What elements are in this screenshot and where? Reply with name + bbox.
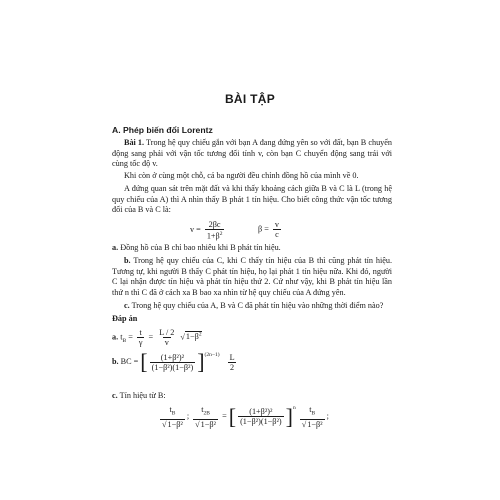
answer-a-frac1-num: t <box>139 328 142 337</box>
part-c-text: Trong hệ quy chiếu của A, B và C đã phát tín hiệu vào những thời điểm nào? <box>131 301 384 310</box>
part-b-text: Trong hệ quy chiếu của C, khi C thấy tín hiệu của B thì cũng phát tín hiệu. Tương tự, khi người B thấy C phát tín hiệu, họ lại phát 1 tín hiệu nữa. Khi đó, người C lại nhận được tín hiệu và phát tín hiệu thứ 2. Cứ như vậy, khi B phát tín hiệu lần thứ n thì C đã ở cách xa B bao xa nhìn từ hệ quy chiếu của A đứng yên. <box>112 256 393 297</box>
answer-c-f2-num-sub: 2B <box>203 410 210 417</box>
part-b-label: b. <box>124 256 131 265</box>
formula-beta-lhs: β = <box>258 224 269 234</box>
part-c <box>112 301 392 312</box>
answer-c-f3-den-text: 1−β² <box>307 419 323 429</box>
answer-b-frac <box>150 353 196 372</box>
answer-c-f2-den: √1−β² <box>195 419 217 429</box>
answer-c-f1-num <box>167 405 177 419</box>
problem-label: Bài 1. <box>124 138 145 147</box>
problem-intro <box>112 138 392 170</box>
answer-c-br-frac <box>238 407 284 426</box>
answer-c-f3 <box>300 405 325 429</box>
formula-v <box>190 220 226 241</box>
part-a <box>112 243 392 254</box>
section-title: A. Phép biến đổi Lorentz <box>112 125 213 135</box>
answer-b-label: b. <box>112 356 119 366</box>
answer-c-label: c. <box>112 391 118 400</box>
answer-c-close-bracket: ] <box>285 403 293 429</box>
answer-b-frac2 <box>228 353 237 372</box>
answer-b-frac2-num: L <box>229 352 235 362</box>
problem-observe: A đứng quan sát trên mặt đất và khi thấy khoảng cách giữa B và C là L (trong hệ quy chiếu của A) thì A nhìn thấy B phát 1 tín hiệu. Cho biết công thức vận tốc tương đối của B và C là: <box>112 184 392 215</box>
answer-c-br-den: (1−β²)(1−β²) <box>240 417 282 427</box>
answer-b-exponent: (2n−1) <box>204 352 220 358</box>
answer-c-br-num: (1+β²)² <box>249 407 273 417</box>
answer-a-sqrt: $√1-\beta^2$ <box>180 331 202 342</box>
answer-c-f2-num-text: t <box>201 405 204 414</box>
formula-v-fraction <box>205 220 225 241</box>
answer-c-f3-num-text: t <box>309 405 312 414</box>
answer-c-f1-den-text: 1−β² <box>167 419 183 429</box>
answer-c-text: Tín hiệu từ B: <box>119 391 166 400</box>
formula-v-den-text: 1+β <box>206 231 220 241</box>
answer-b-close-bracket: ] <box>197 349 205 374</box>
answer-c-exponent: n <box>292 405 296 411</box>
answer-a-lhs-sub: B <box>122 338 127 345</box>
answer-a-frac2-den: v <box>164 338 169 347</box>
answer-c-f2-num <box>199 405 212 419</box>
formula-beta-den: c <box>275 230 279 239</box>
answer-b <box>112 349 239 374</box>
answer-a-eq1: = <box>128 332 133 342</box>
answer-c <box>112 391 392 402</box>
formula-v-lhs: v = <box>190 225 201 235</box>
answer-c-formula: $\frac{t_B}{\text{√1−β²}}$ ; $\frac{t_{2B}}{\text{√1−β²}}$ = [ $\frac{\text{(1+β²)²}}{\text{(1−β²)(1−β²)}}$ ]$^n$ $\frac{t_B}{\text{√1−β²}}$ ; <box>162 403 329 429</box>
page-heading: BÀI TẬP <box>224 92 276 106</box>
answer-c-open-bracket: [ <box>228 403 237 429</box>
answer-a-frac1-den: γ <box>138 338 143 347</box>
answer-b-den: (1−β²)(1−β²) <box>151 362 194 372</box>
answer-c-f2 <box>193 405 218 429</box>
answer-b-frac2-den: 2 <box>230 362 235 372</box>
answer-a-sqrt-text: 1−β <box>185 332 199 342</box>
answer-b-num: (1+β²)² <box>160 352 185 362</box>
answer-a-eq2: = <box>148 332 154 342</box>
answer-c-f3-den: √1−β² <box>301 419 323 429</box>
answer-a <box>112 328 202 347</box>
answer-a-frac1 <box>137 328 145 347</box>
part-a-text: Đồng hồ của B chỉ bao nhiêu khi B phát tín hiệu. <box>120 243 281 252</box>
answer-b-open-bracket: [ <box>140 349 148 374</box>
answer-c-eq: = <box>222 411 227 421</box>
problem-intro-text: Trong hệ quy chiếu gắn với bạn A đang đứng yên so với đất, bạn B chuyển động sang phải với vận tốc tương đối tính v, còn bạn C chuyển động sang trái với cùng tốc độ v. <box>112 138 392 169</box>
formula-beta <box>258 220 283 239</box>
formula-v-num: 2βc <box>208 220 221 229</box>
answer-c-f1-den: √1−β² <box>162 419 183 429</box>
part-a-label: a. <box>112 243 119 252</box>
answer-c-f1 <box>160 405 185 429</box>
part-c-label: c. <box>124 301 130 310</box>
answer-c-f3-num-sub: B <box>311 410 316 417</box>
part-b <box>112 256 392 298</box>
problem-sync: Khi còn ở cùng một chỗ, cả ba người đều chỉnh đồng hồ của mình về 0. <box>124 171 359 180</box>
answer-c-f2-den-text: 1−β² <box>200 419 217 429</box>
formula-v-den: $1+\beta^2$ <box>206 231 223 241</box>
answer-a-lhs: t <box>120 332 123 342</box>
answer-heading: Đáp án <box>112 314 138 323</box>
formula-beta-fraction <box>273 220 281 239</box>
answer-b-lhs: BC = <box>120 356 139 366</box>
answer-c-f1-num-sub: B <box>171 410 176 417</box>
answer-a-label: a. <box>112 332 119 342</box>
formula-beta-num: v <box>274 220 279 229</box>
answer-a-frac2-num: L / 2 <box>159 328 175 337</box>
answer-c-f1-num-text: t <box>169 405 172 414</box>
answer-a-frac2 <box>157 328 176 347</box>
answer-c-f3-num <box>307 405 317 419</box>
